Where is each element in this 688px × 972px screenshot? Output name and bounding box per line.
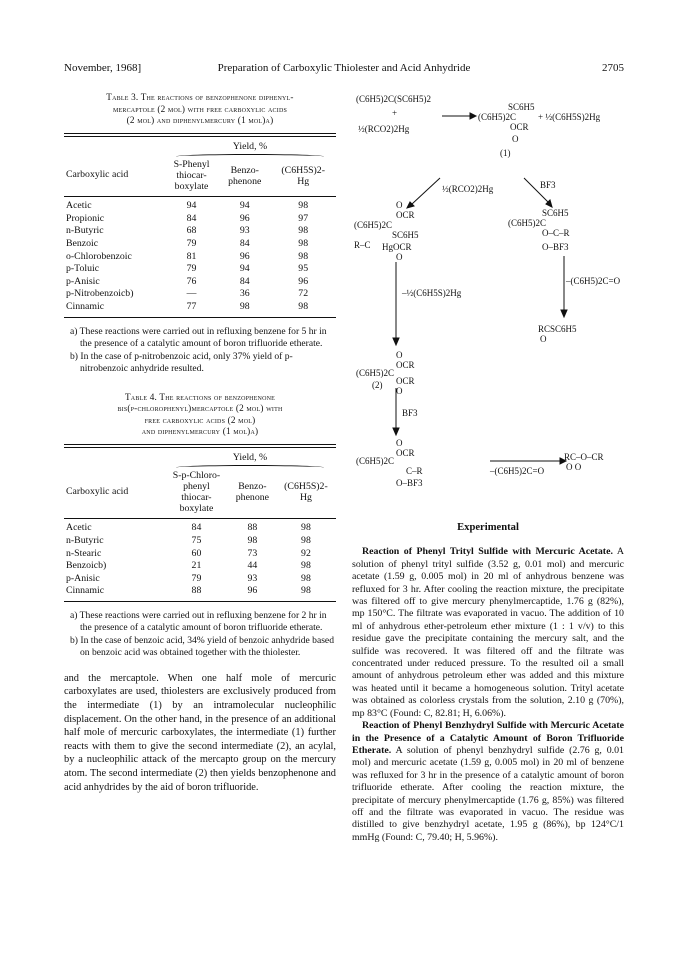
- table4-col-acid: Carboxylic acid: [66, 486, 129, 498]
- row-yield: 73: [247, 547, 258, 559]
- row-yield: 98: [298, 225, 309, 237]
- row-yield: 98: [301, 522, 311, 534]
- table-row: [64, 535, 336, 548]
- row-yield: 77: [186, 300, 197, 312]
- table3-notes: [64, 326, 336, 375]
- row-yield: 72: [298, 288, 309, 300]
- table-row: [64, 238, 336, 251]
- row-yield: 84: [239, 237, 250, 249]
- table-row: [64, 200, 336, 213]
- table3-note-b: b) In the case of p-nitrobenzoic acid, only 37% yield of p-nitrobenzoic anhydride resulted.: [70, 350, 293, 374]
- row-yield: 96: [239, 212, 250, 224]
- row-yield: 79: [186, 237, 197, 249]
- table-row: [64, 573, 336, 586]
- row-yield: 96: [247, 585, 258, 597]
- row-yield: 93: [239, 225, 250, 237]
- row-yield: 94: [239, 263, 250, 275]
- table4-notes: [64, 610, 336, 659]
- row-yield: 92: [301, 547, 311, 559]
- row-yield: 98: [298, 200, 309, 212]
- scheme-reactant1: (C6H5)2C(SC6H5)2: [356, 94, 432, 104]
- scheme-reactant2: ½(RCO2)2Hg: [358, 124, 410, 134]
- row-acid: n-Butyric: [66, 534, 104, 546]
- row-acid: p-Anisic: [66, 275, 100, 287]
- row-yield: 96: [239, 250, 250, 262]
- table3-note-a: a) These reactions were carried out in refluxing benzene for 5 hr in the presence of a catalytic amount of boron trifluoride etherate.: [70, 325, 327, 349]
- row-yield: 98: [298, 237, 309, 249]
- scheme-reagent-bf3: BF3: [540, 180, 556, 190]
- scheme-label-1: (1): [500, 148, 511, 158]
- table-row: [64, 548, 336, 561]
- row-acid: p-Anisic: [66, 572, 100, 584]
- row-yield: 98: [301, 585, 311, 597]
- experimental-heading: Experimental: [457, 522, 519, 533]
- row-yield: 84: [186, 212, 197, 224]
- left-body-text: and the mercaptole. When one half mole of mercuric carboxylates are used, thiolesters are exclusively produced from the intermediate (1) by an intramolecular nucleophilic displacement. On the other hand, in the presence of an additional half mole of mercuric carboxylates, the intermediate (1) further reacts with them to give the second intermediate (2), an acylal, by a nucleophilic attack of the mercapto group on the mercury atom. The second intermediate (2) then yields benzophenone and acid anhydrides by the aid of boron trifluoride.: [64, 672, 336, 793]
- row-yield: 98: [301, 572, 311, 584]
- row-yield: —: [186, 288, 197, 300]
- row-yield: 81: [186, 250, 197, 262]
- table4-body: [64, 522, 336, 598]
- table4-note-b: b) In the case of benzoic acid, 34% yield of benzoic anhydride based on benzoic acid was obtained together with the thiolester.: [70, 634, 334, 658]
- row-yield: 98: [298, 250, 309, 262]
- table-row: [64, 276, 336, 289]
- row-yield: 98: [247, 534, 258, 546]
- row-yield: 84: [239, 275, 250, 287]
- page-number: 2705: [602, 62, 624, 74]
- scheme-label-2: (2): [372, 380, 383, 390]
- table3-col-acid: Carboxylic acid: [66, 169, 129, 181]
- row-yield: 94: [239, 200, 250, 212]
- experimental-body: [352, 546, 624, 844]
- table3: Yield, % Carboxylic acid S-Phenyl thiocar- boxylate Benzo- phenone (C6H5S)2- Hg Acetic 94 94 98 Propionic 84 96 97 n-Butyric 68 93 98 Benzoic 79 84 98 o-Chlorobenzoic 81 96 98 p-Toluic 79 94 95 p-Anisic 76 84 96 p-Nitrobenzoicb) — 36 72 Cinnamic 77 98 98: [64, 137, 336, 314]
- row-acid: Acetic: [66, 522, 92, 534]
- row-acid: n-Butyric: [66, 225, 104, 237]
- table4-note-a: a) These reactions were carried out in refluxing benzene for 2 hr in the presence of a catalytic amount of boron trifluoride etherate.: [70, 609, 327, 633]
- row-yield: 93: [247, 572, 258, 584]
- table4-bottom-rule: [64, 601, 336, 602]
- row-yield: 79: [186, 263, 197, 275]
- row-yield: 94: [186, 200, 197, 212]
- table-row: [64, 585, 336, 598]
- table-row: [64, 560, 336, 573]
- table3-bottom-rule: [64, 317, 336, 318]
- scheme-product-main: (C6H5)2C: [478, 112, 516, 122]
- scheme-anhydride: RC–O–CR: [564, 452, 604, 462]
- scheme-bf3-2: BF3: [402, 408, 418, 418]
- scheme-product-sub1: SC6H5: [508, 102, 535, 112]
- row-yield: 98: [301, 560, 311, 572]
- row-yield: 21: [191, 560, 202, 572]
- row-acid: Cinnamic: [66, 585, 105, 597]
- table-row: [64, 288, 336, 301]
- row-yield: 60: [191, 547, 202, 559]
- table-row: [64, 213, 336, 226]
- row-acid: Cinnamic: [66, 300, 105, 312]
- experimental-para-2: Reaction of Phenyl Benzhydryl Sulfide with Mercuric Acetate in the Presence of a Catalytic Amount of Boron Trifluoride Etherate. A solution of phenyl benzhydryl sulfide (2.76 g, 0.01 mol) and mercuric acetate (1.59 g, 0.005 mol) in 20 ml of benzene was refluxed for 3 hr in the presence of a catalytic amount of boron trifluoride etherate. After cooling the reaction mixture, the precipitate of mercury phenylmercaptide (1.76 g, 85%) was filtered off and the filtrate was evaporated in vacuo. The residue was distilled to give benzhydryl acetate, 1.95 g (86%), bp 124°C/1 mmHg (Found: C, 79.40; H, 5.96%).: [352, 720, 624, 843]
- table4-yield-label: Yield, %: [232, 451, 268, 463]
- row-yield: 84: [191, 522, 202, 534]
- row-yield: 79: [191, 572, 202, 584]
- row-acid: Benzoic: [66, 237, 99, 249]
- row-yield: 95: [298, 263, 309, 275]
- row-yield: 75: [191, 534, 202, 546]
- row-acid: p-Toluic: [66, 263, 100, 275]
- running-header: [64, 62, 624, 78]
- header-date: November, 1968]: [64, 62, 142, 74]
- row-yield: 88: [191, 585, 202, 597]
- scheme-reagent-mid: ½(RCO2)2Hg: [442, 184, 494, 194]
- row-yield: 36: [239, 288, 250, 300]
- row-acid: n-Stearic: [66, 547, 102, 559]
- table-row: [64, 263, 336, 276]
- table-row: [64, 301, 336, 314]
- row-acid: Acetic: [66, 200, 92, 212]
- row-yield: 98: [301, 534, 311, 546]
- table4-caption: Table 4. The reactions of benzophenone bis(p-chlorophenyl)mercaptole (2 mol) with free carboxylic acids (2 mol) and diphenylmercury (1 mol)a): [117, 391, 283, 437]
- table3-caption: Table 3. The reactions of benzophenone diphenyl- mercaptole (2 mol) with free carboxylic acids (2 mol) and diphenylmercury (1 mol)a): [106, 92, 294, 126]
- row-yield: 98: [298, 300, 309, 312]
- table3-body: [64, 200, 336, 313]
- left-column: [64, 92, 336, 794]
- right-column: [352, 92, 624, 844]
- table-row: [64, 251, 336, 264]
- experimental-para-1: Reaction of Phenyl Trityl Sulfide with Mercuric Acetate. A solution of phenyl trityl sulfide (3.52 g, 0.01 mol) and mercuric acetate (1.59 g, 0.005 mol) in 20 ml of anhydrous benzene was refluxed for 3 hr. After cooling the reaction mixture, the precipitate was filtered off to give mercury phenylmercaptide, 1.76 g (82%), mp 150°C. The filtrate was evaporated in vacuo. The addition of 10 ml of anhydrous ether-petroleum ether mixture (1 : 1 v/v) to this residue gave the precipitate containing the mercury salt, and the sulfide was recovered. It was filtered off and the filtrate was concentrated under reduced pressure. To the resulted oil a small amount of anhydrous petroleum ether was added and this mixture was heated until it became a homogeneous solution. Trityl acetate was obtained as colorless crystals from the solution, 2.10 g (70%), mp 83°C (Found: C, 82.81; H, 6.06%).: [352, 546, 624, 719]
- scheme-minus-hg: –½(C6H5S)2Hg: [402, 288, 462, 298]
- table4: Yield, % Carboxylic acid S-p-Chloro- phenyl thiocar- boxylate Benzo- phenone (C6H5S)2- Hg Acetic 84 88 98 n-Butyric 75 98 98 n-Stearic 60 73 92 Benzoicb) 21 44 98 p-Anisic 79 93 98 Cinnamic 88 96 98: [64, 448, 336, 598]
- row-yield: 76: [186, 275, 197, 287]
- scheme-minus-ketone: –(C6H5)2C=O: [566, 276, 621, 286]
- row-yield: 88: [247, 522, 258, 534]
- scheme-thiolester: RCSC6H5: [538, 324, 577, 334]
- scheme-product-o: O: [512, 134, 519, 144]
- row-acid: Benzoicb): [66, 560, 107, 572]
- row-yield: 97: [298, 212, 309, 224]
- table3-yield-label: Yield, %: [232, 140, 268, 152]
- table-row: [64, 522, 336, 535]
- row-acid: o-Chlorobenzoic: [66, 250, 132, 262]
- table-row: [64, 225, 336, 238]
- row-yield: 44: [247, 560, 258, 572]
- row-acid: Propionic: [66, 212, 105, 224]
- row-yield: 98: [239, 300, 250, 312]
- header-title: Preparation of Carboxylic Thiolester and Acid Anhydride: [217, 62, 471, 74]
- row-yield: 96: [298, 275, 309, 287]
- scheme-product-sub2: OCR: [510, 122, 529, 132]
- reaction-scheme: (C6H5)2C(SC6H5)2 + ½(RCO2)2Hg SC6H5 (C6H5)2C OCR O + ½(C6H5S)2Hg (1) ½(RCO2)2Hg BF3 O OCR (C6H5)2C SC6H5 R–C HgOCR O SC6H5 (C6H5)2C O–C–R O–BF3 –½(C6H5S)2Hg –(C6H5)2C=O RCSC6H5 O O OCR (C6H5)2C OCR O (2) BF3 O OCR (C6H5)2C C–R O–BF3 –(C6H5)2C=O RC–O–CR O O: [352, 92, 624, 522]
- row-acid: p-Nitrobenzoicb): [66, 288, 134, 300]
- scheme-plus: +: [392, 108, 398, 118]
- row-yield: 68: [186, 225, 197, 237]
- scheme-product-plus: + ½(C6H5S)2Hg: [538, 112, 601, 122]
